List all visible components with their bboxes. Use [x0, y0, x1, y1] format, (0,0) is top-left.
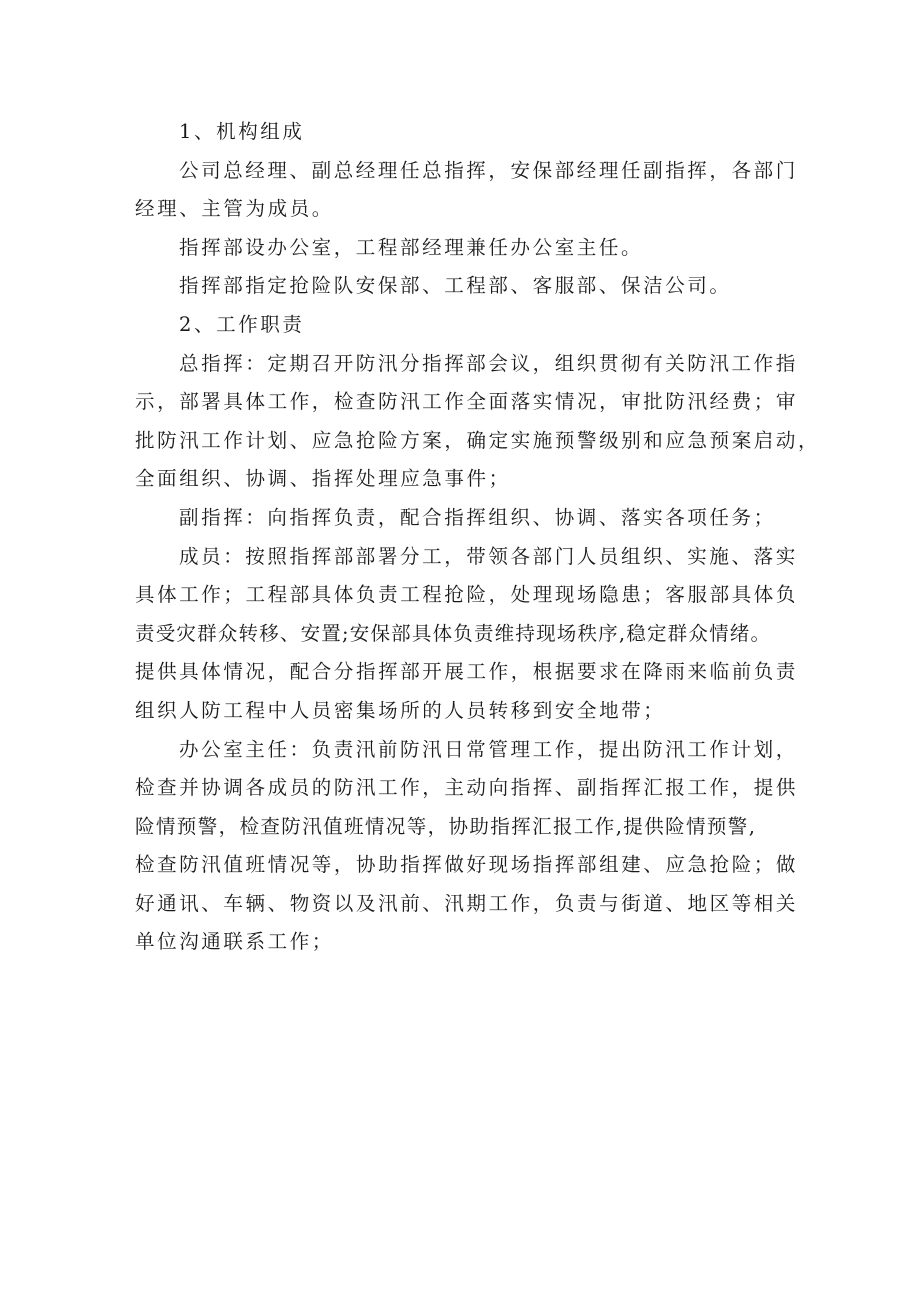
text-line: 具体工作；工程部具体负责工程抢险，处理现场隐患；客服部具体负 — [135, 583, 799, 607]
document-body — [135, 113, 821, 962]
text-line: 提供具体情况，配合分指挥部开展工作，根据要求在降雨来临前负责 — [135, 660, 799, 684]
text-line: 经理、主管为成员。 — [135, 197, 334, 221]
text-line: 公司总经理、副总经理任总指挥，安保部经理任副指挥，各部门 — [179, 158, 798, 182]
text-line: 2、工作职责 — [179, 312, 305, 336]
text-line: 指挥部指定抢险队安保部、工程部、客服部、保洁公司。 — [179, 274, 732, 298]
text-line: 好通讯、车辆、物资以及汛前、汛期工作，负责与街道、地区等相关 — [135, 891, 799, 915]
paragraph-members — [135, 538, 799, 731]
text-line: 责受灾群众转移、安置;安保部具体负责维持现场秩序,稳定群众情绪。 — [135, 621, 772, 645]
text-line: 1、机构组成 — [179, 120, 305, 143]
text-line: 险情预警，检查防汛值班情况等，协助指挥汇报工作,提供险情预警, — [135, 814, 757, 838]
text-line: 单位沟通联系工作； — [135, 930, 334, 954]
paragraph-command-office — [135, 229, 790, 268]
text-line: 组织人防工程中人员密集场所的人员转移到安全地带； — [135, 698, 666, 722]
text-line: 成员：按照指挥部部署分工，带领各部门人员组织、实施、落实 — [179, 544, 798, 568]
text-line: 示，部署具体工作，检查防汛工作全面落实情况，审批防汛经费；审 — [135, 390, 799, 414]
text-line: 办公室主任：负责汛前防汛日常管理工作，提出防汛工作计划， — [179, 737, 798, 761]
text-line: 批防汛工作计划、应急抢险方案，确定实施预警级别和应急预案启动， — [135, 428, 821, 452]
paragraph-rescue-team — [135, 267, 790, 306]
text-line: 全面组织、协调、指挥处理应急事件； — [135, 467, 511, 491]
text-line: 副指挥：向指挥负责，配合指挥组织、协调、落实各项任务； — [179, 505, 776, 529]
section-heading-organization — [135, 113, 790, 152]
text-line: 指挥部设办公室，工程部经理兼任办公室主任。 — [179, 235, 644, 259]
paragraph-command-members — [135, 152, 798, 229]
paragraph-office-director — [135, 731, 799, 963]
section-heading-duties — [135, 306, 790, 345]
paragraph-deputy-commander — [135, 499, 790, 538]
paragraph-chief-commander — [135, 345, 821, 499]
text-line: 检查防汛值班情况等，协助指挥做好现场指挥部组建、应急抢险；做 — [135, 853, 799, 877]
text-line: 检查并协调各成员的防汛工作，主动向指挥、副指挥汇报工作，提供 — [135, 776, 799, 800]
text-line: 总指挥：定期召开防汛分指挥部会议，组织贯彻有关防汛工作指 — [179, 351, 798, 375]
